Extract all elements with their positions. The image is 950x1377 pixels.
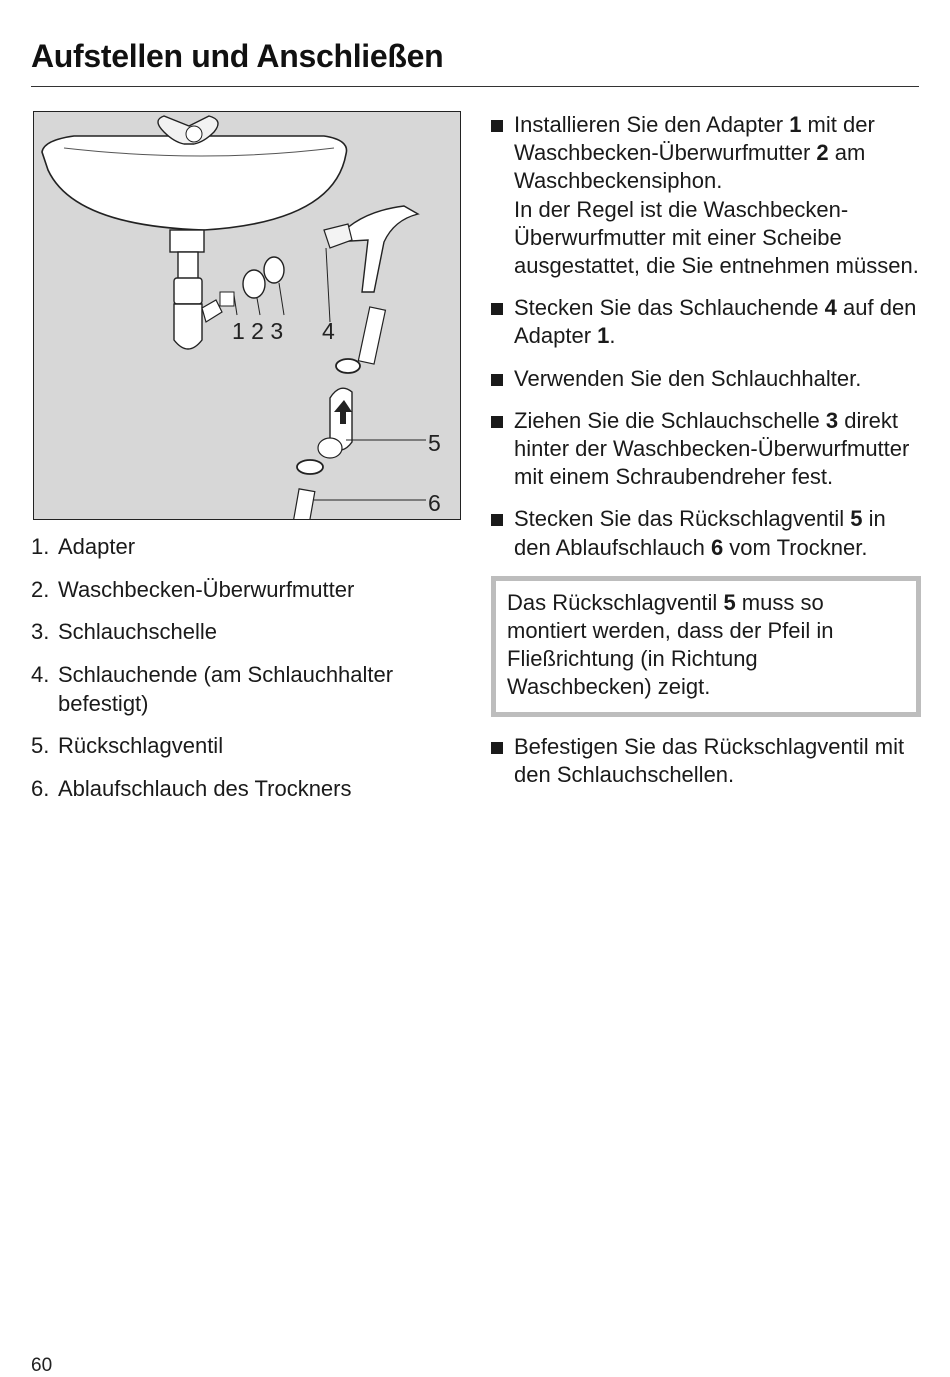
callout-4: 4 bbox=[322, 318, 335, 344]
page-title: Aufstellen und Anschließen bbox=[31, 38, 444, 74]
instruction-step: Ziehen Sie die Schlauchschelle 3 direkt hinter der Waschbecken-Überwurfmutter mit einem Schraubendreher fest. bbox=[491, 407, 921, 492]
callout-6: 6 bbox=[428, 490, 441, 516]
legend-item: 4. Schlauchende (am Schlauchhalter befestigt) bbox=[31, 661, 394, 716]
title-rule bbox=[31, 86, 919, 87]
legend-item: 1. Adapter bbox=[31, 534, 136, 559]
page-number: 60 bbox=[31, 1355, 53, 1376]
installation-illustration bbox=[33, 111, 461, 520]
sink-drain-drawing bbox=[34, 112, 461, 520]
callout-1-2-3: 1 2 3 bbox=[232, 318, 284, 344]
note-box: Das Rückschlagventil 5 muss so montiert werden, dass der Pfeil in Fließrichtung (in Richtung Waschbecken) zeigt. bbox=[491, 576, 921, 717]
instruction-step: Befestigen Sie das Rückschlagventil mit den Schlauchschellen. bbox=[491, 733, 921, 789]
instruction-step: Stecken Sie das Rückschlagventil 5 in den Ablaufschlauch 6 vom Trockner. bbox=[491, 505, 921, 561]
instruction-step: Installieren Sie den Adapter 1 mit der Waschbecken-Überwurfmutter 2 am Waschbeckensiphon. In der Regel ist die Waschbecken-Überwurfmutter mit einer Scheibe ausgestattet, die Sie entnehmen müssen. bbox=[491, 111, 921, 280]
legend-item: 6. Ablaufschlauch des Trockners bbox=[31, 775, 352, 801]
legend-item: 5. Rückschlagventil bbox=[31, 733, 224, 758]
parts-legend bbox=[31, 532, 451, 816]
instruction-step: Verwenden Sie den Schlauchhalter. bbox=[491, 365, 921, 393]
callout-5: 5 bbox=[428, 430, 441, 456]
square-bullet-icon bbox=[491, 303, 503, 315]
square-bullet-icon bbox=[491, 514, 503, 526]
instruction-step: Stecken Sie das Schlauchende 4 auf den Adapter 1. bbox=[491, 294, 921, 350]
square-bullet-icon bbox=[491, 416, 503, 428]
instructions-column bbox=[491, 111, 921, 803]
step-note: In der Regel ist die Waschbecken-Überwurfmutter mit einer Scheibe ausgestattet, die Sie entnehmen müssen. bbox=[514, 196, 919, 279]
legend-item: 2. Waschbecken-Überwurfmutter bbox=[31, 576, 355, 602]
square-bullet-icon bbox=[491, 374, 503, 386]
square-bullet-icon bbox=[491, 742, 503, 754]
square-bullet-icon bbox=[491, 120, 503, 132]
legend-item: 3. Schlauchschelle bbox=[31, 619, 217, 644]
